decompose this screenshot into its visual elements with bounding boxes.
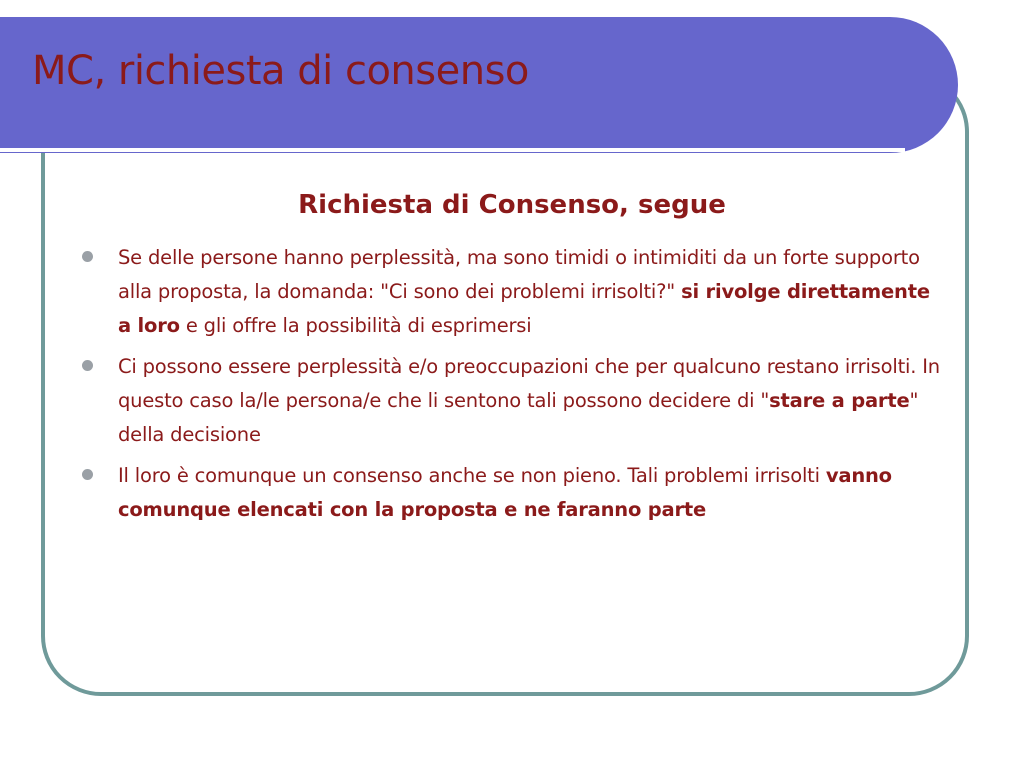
bullet-text: Ci possono essere perplessità e/o preoccupazioni che per qualcuno restano irrisolti. In questo caso la/le persona/e che li sentono tali possono decidere di ": [118, 355, 940, 412]
slide-title: MC, richiesta di consenso: [32, 48, 529, 94]
bullet-text: " della decisione: [118, 389, 919, 446]
bullet-dot-icon: [82, 360, 93, 371]
bullet-dot-icon: [82, 251, 93, 262]
bullet-list: [80, 241, 940, 534]
bullet-item: [80, 459, 940, 527]
bullet-item: [80, 350, 940, 452]
bullet-text: Se delle persone hanno perplessità, ma sono timidi o intimiditi da un forte supporto alla proposta, la domanda: "Ci sono dei problemi irrisolti?": [118, 246, 920, 303]
bullet-text: Il loro è comunque un consenso anche se non pieno. Tali problemi irrisolti: [118, 464, 826, 487]
bullet-bold-text: vanno comunque elencati con la proposta e ne faranno parte: [118, 464, 892, 521]
bullet-bold-text: stare a parte: [769, 389, 910, 412]
bullet-text: e gli offre la possibilità di esprimersi: [179, 314, 532, 337]
slide-subtitle: Richiesta di Consenso, segue: [298, 190, 726, 220]
bullet-item: [80, 241, 940, 343]
bullet-dot-icon: [82, 469, 93, 480]
title-underline: [0, 148, 905, 152]
bullet-bold-text: si rivolge direttamente a loro: [118, 280, 930, 337]
